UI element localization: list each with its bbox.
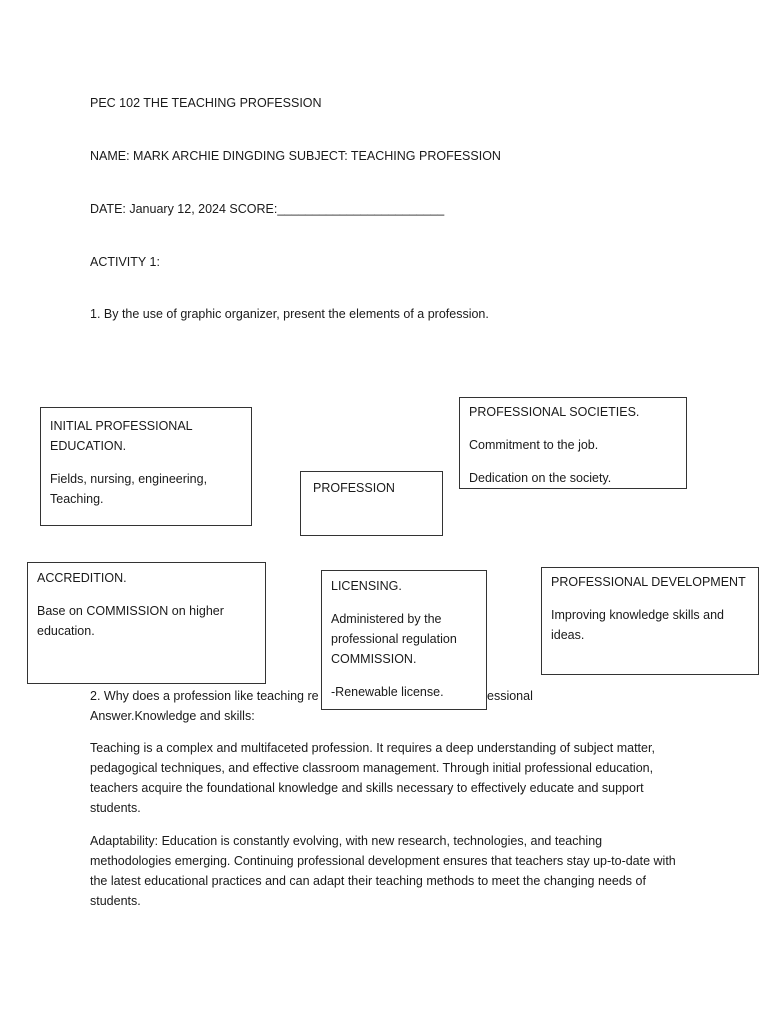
box-title: PROFESSION	[313, 481, 395, 495]
box-professional-societies	[459, 397, 687, 489]
box-licensing	[321, 570, 487, 710]
box-body: Base on COMMISSION on higher	[37, 604, 224, 618]
box-title: ACCREDITION.	[37, 571, 127, 585]
box-body: COMMISSION.	[331, 652, 417, 666]
box-body: Improving knowledge skills and	[551, 608, 725, 622]
box-title: EDUCATION.	[50, 439, 127, 453]
box-body: Dedication on the society.	[469, 471, 612, 485]
box-professional-development	[541, 567, 759, 675]
box-title: PROFESSIONAL DEVELOPMENT	[551, 575, 746, 589]
box-title: LICENSING.	[331, 579, 402, 593]
box-title: PROFESSIONAL SOCIETIES.	[469, 405, 640, 419]
box-body: ideas.	[551, 628, 585, 642]
question-1: 1. By the use of graphic organizer, present the elements of a profession.	[90, 307, 489, 321]
activity-heading: ACTIVITY 1:	[90, 255, 160, 269]
box-body: Teaching.	[50, 492, 104, 506]
box-title: INITIAL PROFESSIONAL	[50, 419, 193, 433]
answer-paragraph-1: Teaching is a complex and multifaceted profession. It requires a deep understanding of subject matter, pedagogical techniques, and effective classroom management. Through initial professional education, teachers acquire the foundational knowledge and skills necessary to effectively educate and support students.	[90, 741, 655, 815]
question-2-end: essional	[487, 689, 533, 703]
question-2-start: 2. Why does a profession like teaching re	[90, 689, 319, 703]
box-profession-center	[300, 471, 443, 536]
box-body: -Renewable license.	[331, 685, 444, 699]
box-body: professional regulation	[331, 632, 457, 646]
box-initial-professional-education	[40, 407, 252, 526]
box-body: Commitment to the job.	[469, 438, 599, 452]
course-title: PEC 102 THE TEACHING PROFESSION	[90, 96, 322, 110]
box-body: Fields, nursing, engineering,	[50, 472, 208, 486]
date-score-line: DATE: January 12, 2024 SCORE:________________________	[90, 202, 445, 216]
answer-paragraph-2: Adaptability: Education is constantly evolving, with new research, technologies, and teaching methodologies emerging. Continuing professional development ensures that teachers stay up-to-date with the latest educational practices and can adapt their teaching methods to meet the changing needs of students.	[90, 834, 676, 908]
name-subject-line: NAME: MARK ARCHIE DINGDING SUBJECT: TEACHING PROFESSION	[90, 149, 501, 163]
box-body: Administered by the	[331, 612, 442, 626]
box-accreditation	[27, 562, 266, 684]
answer-label: Answer.Knowledge and skills:	[90, 709, 255, 723]
box-body: education.	[37, 624, 95, 638]
